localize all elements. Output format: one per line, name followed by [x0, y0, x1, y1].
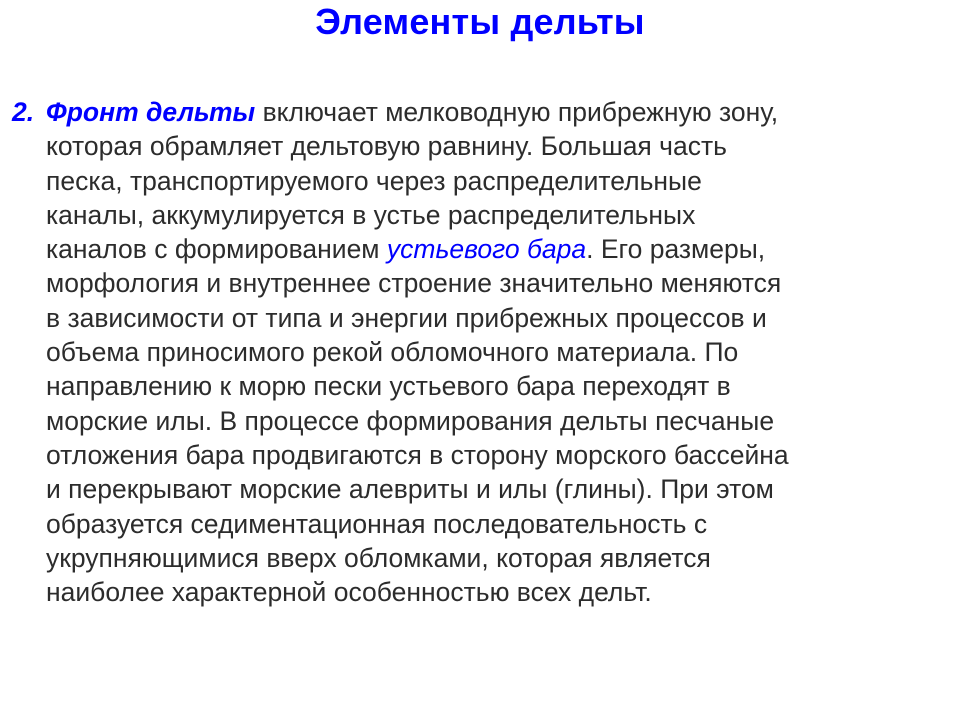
- paragraph-line: [46, 95, 952, 129]
- line-text: каналов с формированием: [46, 234, 387, 265]
- term-mouth-bar: устьевого бара: [386, 234, 587, 265]
- paragraph-line: морфология и внутреннее строение значительно меняются: [46, 268, 782, 299]
- item-number: 2.: [12, 97, 35, 127]
- paragraph-line: и перекрывают морские алевриты и илы (глины). При этом: [46, 474, 774, 505]
- paragraph: [46, 95, 952, 609]
- paragraph-line: укрупняющимися вверх обломками, которая является: [46, 542, 711, 573]
- paragraph-line: направлению к морю пески устьевого бара переходят в: [46, 371, 731, 402]
- paragraph-line: отложения бара продвигаются в сторону морского бассейна: [46, 439, 789, 470]
- paragraph-line: каналы, аккумулируется в устье распределительных: [46, 199, 696, 230]
- paragraph-line: [46, 232, 952, 266]
- paragraph-line: наиболее характерной особенностью всех дельт.: [46, 577, 652, 608]
- paragraph-line: образуется седиментационная последовательность с: [46, 508, 708, 539]
- paragraph-line: которая обрамляет дельтовую равнину. Большая часть: [46, 131, 727, 162]
- paragraph-line: объема приносимого рекой обломочного материала. По: [46, 337, 739, 368]
- line-text: включает мелководную прибрежную зону,: [255, 97, 779, 127]
- paragraph-line: песка, транспортируемого через распределительные: [46, 165, 702, 196]
- slide-title: Элементы дельты: [315, 1, 645, 42]
- paragraph-line: в зависимости от типа и энергии прибрежных процессов и: [46, 302, 767, 333]
- term-delta-front: Фронт дельты: [46, 97, 256, 127]
- paragraph-line: морские илы. В процессе формирования дельты песчаные: [46, 405, 775, 436]
- line-text: . Его размеры,: [586, 234, 766, 265]
